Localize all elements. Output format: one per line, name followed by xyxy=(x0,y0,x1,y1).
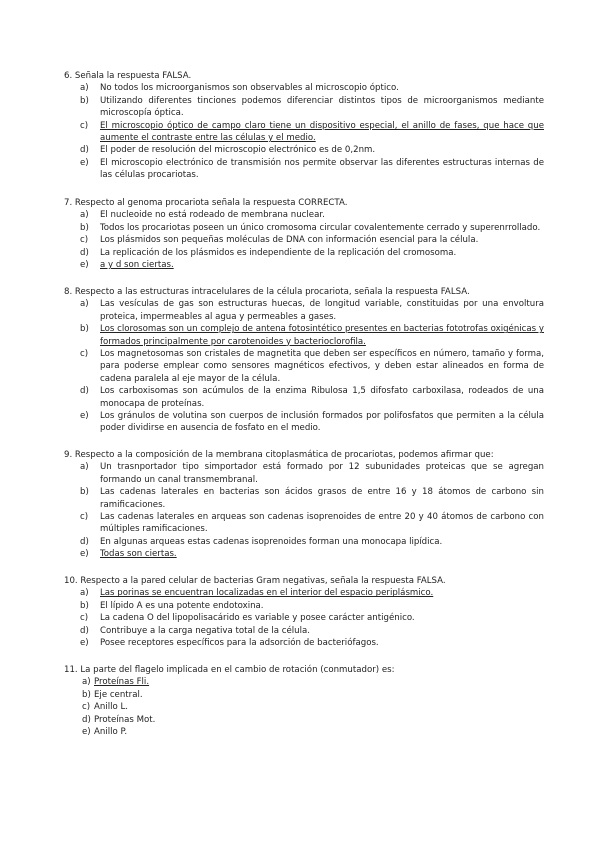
option-label: d) xyxy=(80,625,89,636)
option-label: e) xyxy=(80,411,89,422)
option-text: El microscopio electrónico de transmisión nos permite observar las diferentes estructuras internas de las células procariotas. xyxy=(100,157,544,181)
option-label: a) xyxy=(80,588,89,599)
answer-option xyxy=(64,298,544,323)
option-text: Las vesículas de gas son estructuras huecas, de longitud variable, constituidas por una envoltura proteica, impermeables al agua y permeables a gases. xyxy=(100,299,544,322)
question-stem: 10. Respecto a la pared celular de bacterias Gram negativas, señala la respuesta FALSA. xyxy=(64,576,446,586)
option-label: c) xyxy=(80,349,89,360)
option-text: La replicación de los plásmidos es independiente de la replicación del cromosoma. xyxy=(100,247,457,258)
answer-option xyxy=(64,587,544,599)
option-label: d) xyxy=(80,386,89,397)
question xyxy=(64,197,544,271)
answer-option xyxy=(64,676,544,688)
answer-option xyxy=(64,144,544,156)
option-label: c) xyxy=(80,235,89,246)
question-stem: 6. Señala la respuesta FALSA. xyxy=(64,71,192,81)
option-text: El lípido A es una potente endotoxina. xyxy=(100,600,264,611)
option-text-marked-answer: El microscopio óptico de campo claro tiene un dispositivo especial, el anillo de fases, que hace que aumente el contraste entre las células y el medio. xyxy=(100,120,544,144)
option-label: e) xyxy=(80,157,89,168)
answer-option xyxy=(64,511,544,536)
answer-option xyxy=(64,726,544,738)
option-label: e) xyxy=(80,549,89,560)
option-text-marked-answer: Proteínas Fli. xyxy=(94,677,150,688)
option-label: d) xyxy=(82,714,91,725)
answer-option xyxy=(64,209,544,221)
answer-option xyxy=(64,348,544,385)
option-text: Anillo P. xyxy=(94,727,128,738)
answer-option xyxy=(64,234,544,246)
option-text: Los plásmidos son pequeñas moléculas de DNA con información esencial para la célula. xyxy=(100,235,479,246)
option-label: a) xyxy=(82,677,91,688)
answer-option xyxy=(64,461,544,486)
answer-option xyxy=(64,714,544,726)
answer-option xyxy=(64,410,544,435)
question-stem: 8. Respecto a las estructuras intracelulares de la célula procariota, señala la respuesta FALSA. xyxy=(64,287,470,297)
question-stem: 9. Respecto a la composición de la membrana citoplasmática de procariotas, podemos afirmar que: xyxy=(64,450,494,460)
option-label: c) xyxy=(80,512,89,523)
option-label: a) xyxy=(80,462,89,473)
option-text: En algunas arqueas estas cadenas isoprenoides forman una monocapa lipídica. xyxy=(100,536,443,547)
answer-option xyxy=(64,95,544,120)
answer-option xyxy=(64,637,544,649)
option-text: Todos los procariotas poseen un único cromosoma circular covalentemente cerrado y superenrrollado. xyxy=(100,222,541,233)
option-label: d) xyxy=(80,247,89,258)
option-label: b) xyxy=(82,689,91,700)
answer-option xyxy=(64,247,544,259)
answer-option xyxy=(64,486,544,511)
option-text: El nucleoide no está rodeado de membrana nuclear. xyxy=(100,210,325,221)
option-label: b) xyxy=(80,324,89,335)
answer-option xyxy=(64,157,544,182)
option-text: Utilizando diferentes tinciones podemos diferenciar distintos tipos de microorganismos mediante microscopía óptica. xyxy=(100,95,544,119)
option-text: No todos los microorganismos son observables al microscopio óptico. xyxy=(100,83,399,94)
option-text-marked-answer: Las porinas se encuentran localizadas en el interior del espacio periplásmico. xyxy=(100,588,434,599)
option-label: b) xyxy=(80,222,89,233)
option-text: Un trasnportador tipo simportador está formado por 12 subunidades proteicas que se agregan formando un canal transmembranal. xyxy=(100,462,544,485)
option-text: Los magnetosomas son cristales de magnetita que deben ser específicos en número, tamaño y forma, para poderse emplear como sensores magnéticos efectivos, y deben estar alineados en forma de cadena paralela al eje mayor de la célula. xyxy=(100,349,544,384)
option-text: Las cadenas laterales en bacterias son ácidos grasos de entre 16 y 18 átomos de carbono sin ramificaciones. xyxy=(100,487,544,510)
answer-option xyxy=(64,82,544,94)
option-text-marked-answer: Los clorosomas son un complejo de antena fotosintético presentes en bacterias fototrofas oxigénicas y formados principalmente por carotenoides y bacterioclorofila. xyxy=(100,324,544,347)
option-label: b) xyxy=(80,600,89,611)
option-text: Las cadenas laterales en arqueas son cadenas isoprenoides de entre 20 y 40 átomos de carbono con múltiples ramificaciones. xyxy=(100,512,544,535)
option-text-marked-answer: a y d son ciertas. xyxy=(100,260,174,271)
question xyxy=(64,664,544,738)
option-text: Proteínas Mot. xyxy=(94,714,156,725)
option-label: b) xyxy=(80,95,89,106)
question xyxy=(64,575,544,649)
option-label: c) xyxy=(80,120,89,131)
question-stem: 7. Respecto al genoma procariota señala la respuesta CORRECTA. xyxy=(64,198,348,208)
question xyxy=(64,286,544,435)
option-text: Posee receptores específicos para la adsorción de bacteriófagos. xyxy=(100,638,379,649)
option-text: Los gránulos de volutina son cuerpos de inclusión formados por polifosfatos que permiten a la célula poder dividirse en ausencia de fosfato en el medio. xyxy=(100,411,544,434)
question xyxy=(64,449,544,561)
answer-option xyxy=(64,536,544,548)
option-text-marked-answer: Todas son ciertas. xyxy=(100,549,177,560)
option-text: Eje central. xyxy=(94,689,143,700)
answer-option xyxy=(64,120,544,145)
answer-option xyxy=(64,689,544,701)
answer-option xyxy=(64,323,544,348)
option-text: Los carboxisomas son acúmulos de la enzima Ribulosa 1,5 difosfato carboxilasa, rodeados de una monocapa de proteínas. xyxy=(100,386,544,409)
question xyxy=(64,70,544,182)
answer-option xyxy=(64,600,544,612)
answer-option xyxy=(64,385,544,410)
option-text: Contribuye a la carga negativa total de la célula. xyxy=(100,625,310,636)
answer-option xyxy=(64,548,544,560)
option-label: a) xyxy=(80,210,89,221)
question-stem: 11. La parte del flagelo implicada en el cambio de rotación (conmutador) es: xyxy=(64,665,395,675)
option-label: e) xyxy=(82,727,91,738)
answer-option xyxy=(64,701,544,713)
option-text: Anillo L. xyxy=(94,702,128,713)
option-label: d) xyxy=(80,536,89,547)
option-label: a) xyxy=(80,299,89,310)
option-text: El poder de resolución del microscopio electrónico es de 0,2nm. xyxy=(100,145,376,156)
option-label: c) xyxy=(82,702,91,713)
option-label: e) xyxy=(80,260,89,271)
option-label: e) xyxy=(80,638,89,649)
option-label: d) xyxy=(80,145,89,156)
answer-option xyxy=(64,612,544,624)
option-label: b) xyxy=(80,487,89,498)
answer-option xyxy=(64,222,544,234)
answer-option xyxy=(64,625,544,637)
answer-option xyxy=(64,259,544,271)
option-label: c) xyxy=(80,613,89,624)
option-label: a) xyxy=(80,83,89,94)
option-text: La cadena O del lipopolisacárido es variable y posee carácter antigénico. xyxy=(100,613,415,624)
